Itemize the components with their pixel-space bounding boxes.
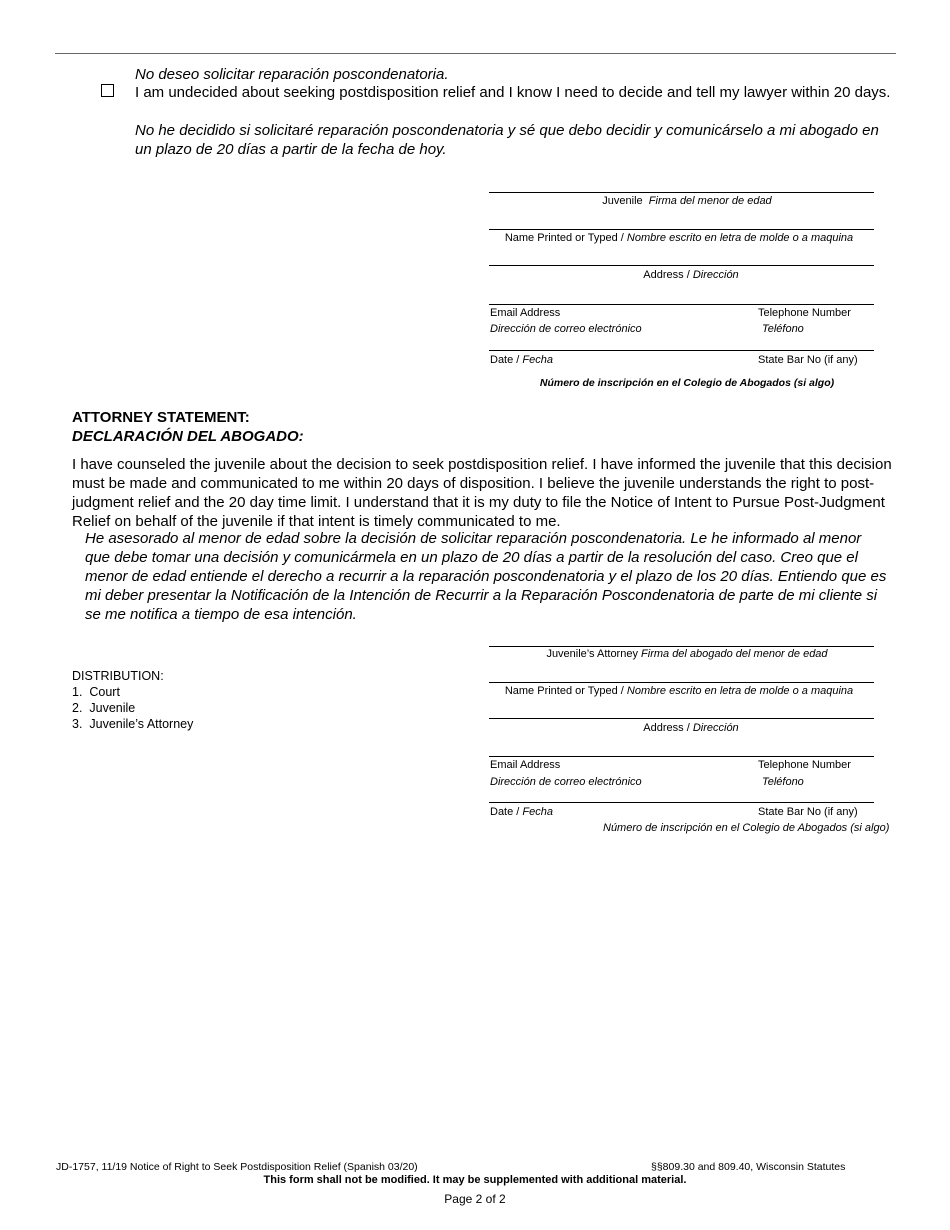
attorney-address-line[interactable] (489, 718, 874, 719)
juvenile-date-label: Date / Fecha (490, 354, 553, 366)
attorney-name-label: Name Printed or Typed / Nombre escrito en letra de molde o a maquina (504, 685, 854, 697)
attorney-bar-label: State Bar No (if any) (758, 806, 858, 818)
attorney-address-label: Address / Dirección (643, 722, 739, 734)
juvenile-address-label: Address / Dirección (643, 269, 739, 281)
option-undecided-es: No he decidido si solicitaré reparación poscondenatoria y sé que debo decidir y comunicárselo a mi abogado en un plazo de 20 días a partir de la fecha de hoy. (135, 122, 879, 158)
attorney-heading: ATTORNEY STATEMENT: (72, 409, 250, 426)
juvenile-address-line[interactable] (489, 265, 874, 266)
juvenile-name-line[interactable] (489, 229, 874, 230)
attorney-email-phone-line[interactable] (489, 756, 874, 757)
juvenile-bar-label: State Bar No (if any) (758, 354, 858, 366)
juvenile-email-phone-line[interactable] (489, 304, 874, 305)
attorney-phone-label-es: Teléfono (762, 776, 804, 788)
juvenile-bar-label-es: Número de inscripción en el Colegio de Abogados (si algo) (539, 377, 835, 389)
juvenile-email-label-es: Dirección de correo electrónico (490, 323, 642, 335)
juvenile-signature-line[interactable] (489, 192, 874, 193)
top-rule (55, 53, 896, 54)
juvenile-phone-label-es: Teléfono (762, 323, 804, 335)
footer-notice: This form shall not be modified. It may be supplemented with additional material. (263, 1174, 687, 1186)
attorney-date-bar-line[interactable] (489, 802, 874, 803)
attorney-statement-en: I have counseled the juvenile about the decision to seek postdisposition relief. I have informed the juvenile that this decision must be made and communicated to me within 20 days of disposition. I believe the juvenile understands the right to post-judgment relief and the 20 day time limit. I understand that it is my duty to file the Notice of Intent to Pursue Post-Judgment Relief on behalf of the juvenile if that intent is timely communicated to me. (72, 456, 892, 530)
distribution (72, 668, 193, 732)
juvenile-signature-label: Juvenile Firma del menor de edad (602, 195, 772, 207)
attorney-heading-es: DECLARACIÓN DEL ABOGADO: (72, 428, 304, 445)
juvenile-phone-label: Telephone Number (758, 307, 851, 319)
option-no-relief-es: No deseo solicitar reparación poscondenatoria. (135, 66, 449, 83)
attorney-name-line[interactable] (489, 682, 874, 683)
footer-form-id: JD-1757, 11/19 Notice of Right to Seek Postdisposition Relief (Spanish 03/20) (56, 1161, 418, 1173)
footer-page-number: Page 2 of 2 (444, 1192, 506, 1206)
undecided-checkbox[interactable] (101, 84, 114, 97)
juvenile-date-bar-line[interactable] (489, 350, 874, 351)
distribution-item: 2. Juvenile (72, 701, 136, 715)
option-undecided-en: I am undecided about seeking postdisposition relief and I know I need to decide and tell my lawyer within 20 days. (135, 84, 891, 101)
juvenile-email-label: Email Address (490, 307, 561, 319)
attorney-date-label: Date / Fecha (490, 806, 553, 818)
footer-statutes: §§809.30 and 809.40, Wisconsin Statutes (651, 1161, 846, 1173)
distribution-label: DISTRIBUTION: (72, 669, 164, 683)
attorney-phone-label: Telephone Number (758, 759, 851, 771)
attorney-bar-label-es: Número de inscripción en el Colegio de Abogados (si algo) (603, 822, 890, 834)
attorney-statement-es: He asesorado al menor de edad sobre la decisión de solicitar reparación poscondenatoria. Le he informado al menor que debe tomar una decisión y comunicármela en un plazo de 20 días a partir de la resolución del caso. Creo que el menor de edad entiende el derecho a recurrir a la reparación poscondenatoria y el plazo de los 20 días. Entiendo que es mi deber presentar la Notificación de la Intención de Recurrir a la Reparación Poscondenatoria de parte de mi cliente si se me notifica a tiempo de esa intención. (85, 530, 887, 623)
distribution-item: 3. Juvenile’s Attorney (72, 717, 194, 731)
distribution-item: 1. Court (72, 685, 120, 699)
juvenile-name-label: Name Printed or Typed / Nombre escrito en letra de molde o a maquina (504, 232, 854, 244)
attorney-email-label-es: Dirección de correo electrónico (490, 776, 642, 788)
attorney-email-label: Email Address (490, 759, 561, 771)
attorney-signature-label: Juvenile’s Attorney Firma del abogado del menor de edad (546, 648, 828, 660)
